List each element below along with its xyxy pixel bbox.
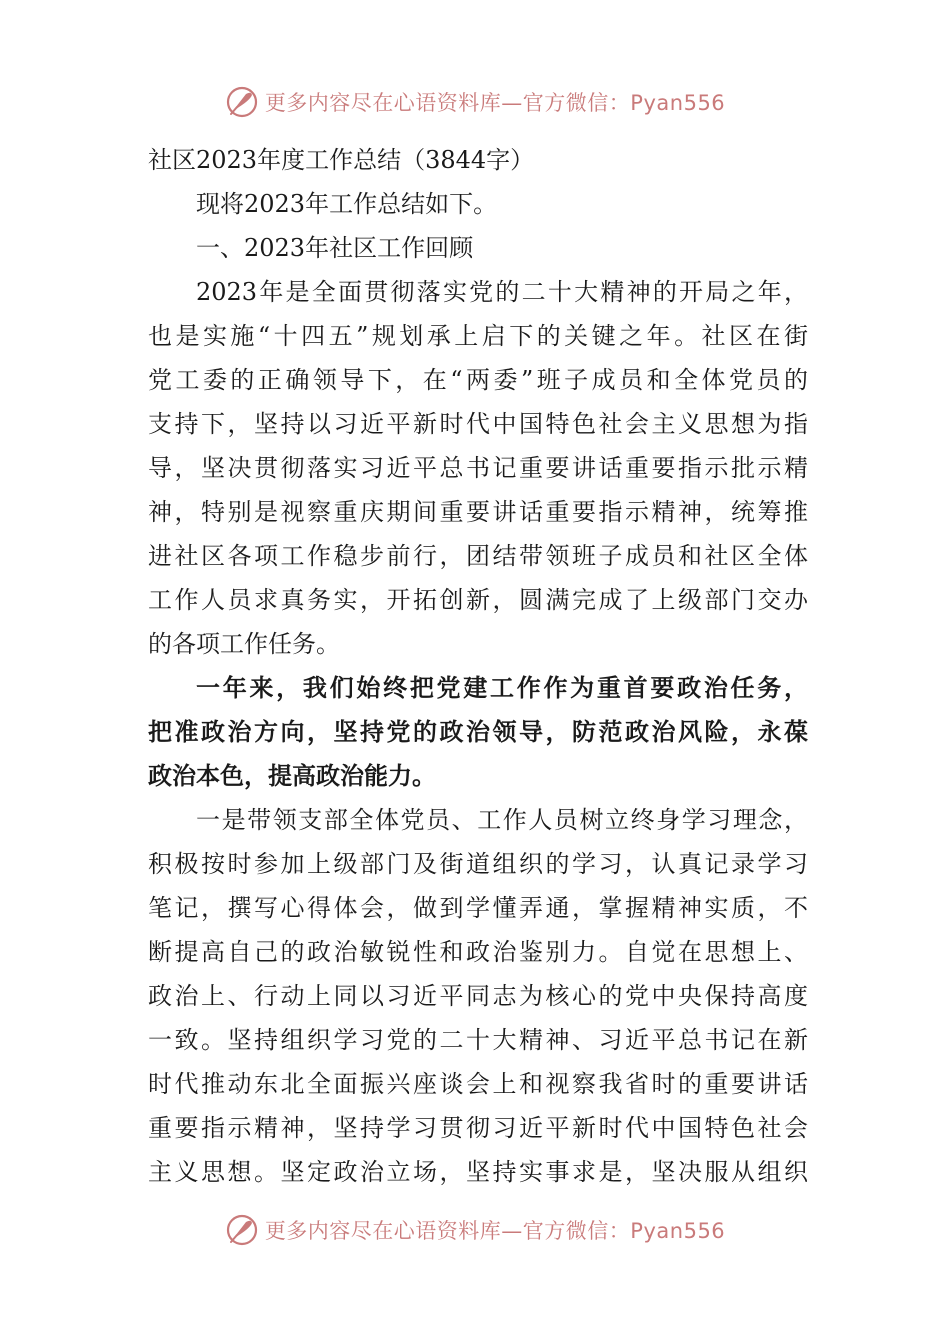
- paragraph-line: 也是实施“十四五”规划承上启下的关键之年。社区在街: [148, 322, 808, 350]
- section-heading: 一、2023年社区工作回顾: [196, 234, 474, 262]
- paragraph-line: 的各项工作任务。: [148, 630, 340, 658]
- header-watermark-banner: [0, 80, 950, 124]
- paragraph-line: 时代推动东北全面振兴座谈会上和视察我省时的重要讲话: [148, 1070, 808, 1098]
- paragraph-line: 重要指示精神，坚持学习贯彻习近平新时代中国特色社会: [148, 1114, 808, 1142]
- paragraph-line: 2023年是全面贯彻落实党的二十大精神的开局之年，: [196, 278, 808, 306]
- bold-summary-line: 政治本色，提高政治能力。: [148, 762, 436, 790]
- paragraph-line: 笔记，撰写心得体会，做到学懂弄通，掌握精神实质，不: [148, 894, 808, 922]
- paragraph-line: 党工委的正确领导下，在“两委”班子成员和全体党员的: [148, 366, 808, 394]
- paragraph-line: 主义思想。坚定政治立场，坚持实事求是，坚决服从组织: [148, 1158, 808, 1186]
- bold-summary-line: 一年来，我们始终把党建工作作为重首要政治任务，: [196, 674, 808, 702]
- watermark-text: 更多内容尽在心语资料库—官方微信：Pyan556: [264, 1219, 726, 1243]
- paragraph-line: 一致。坚持组织学习党的二十大精神、习近平总书记在新: [148, 1026, 808, 1054]
- document-body: [148, 138, 808, 1194]
- paragraph-line: 神，特别是视察重庆期间重要讲话重要指示精神，统筹推: [148, 498, 808, 526]
- paragraph-line: 积极按时参加上级部门及街道组织的学习，认真记录学习: [148, 850, 808, 878]
- quill-logo-icon: [225, 1213, 259, 1247]
- intro-line: 现将2023年工作总结如下。: [196, 190, 498, 218]
- paragraph-line: 导，坚决贯彻落实习近平总书记重要讲话重要指示批示精: [148, 454, 808, 482]
- paragraph-line: 支持下，坚持以习近平新时代中国特色社会主义思想为指: [148, 410, 808, 438]
- document-title: 社区2023年度工作总结（3844字）: [148, 146, 535, 174]
- watermark-text: 更多内容尽在心语资料库—官方微信：Pyan556: [264, 91, 726, 115]
- paragraph-line: 工作人员求真务实，开拓创新，圆满完成了上级部门交办: [148, 586, 808, 614]
- paragraph-line: 进社区各项工作稳步前行，团结带领班子成员和社区全体: [148, 542, 808, 570]
- quill-logo-icon: [225, 85, 259, 119]
- paragraph-line: 一是带领支部全体党员、工作人员树立终身学习理念，: [196, 806, 808, 834]
- bold-summary-line: 把准政治方向，坚持党的政治领导，防范政治风险，永葆: [148, 718, 808, 746]
- paragraph-line: 政治上、行动上同以习近平同志为核心的党中央保持高度: [148, 982, 808, 1010]
- paragraph-line: 断提高自己的政治敏锐性和政治鉴别力。自觉在思想上、: [148, 938, 808, 966]
- footer-watermark-banner: [0, 1208, 950, 1252]
